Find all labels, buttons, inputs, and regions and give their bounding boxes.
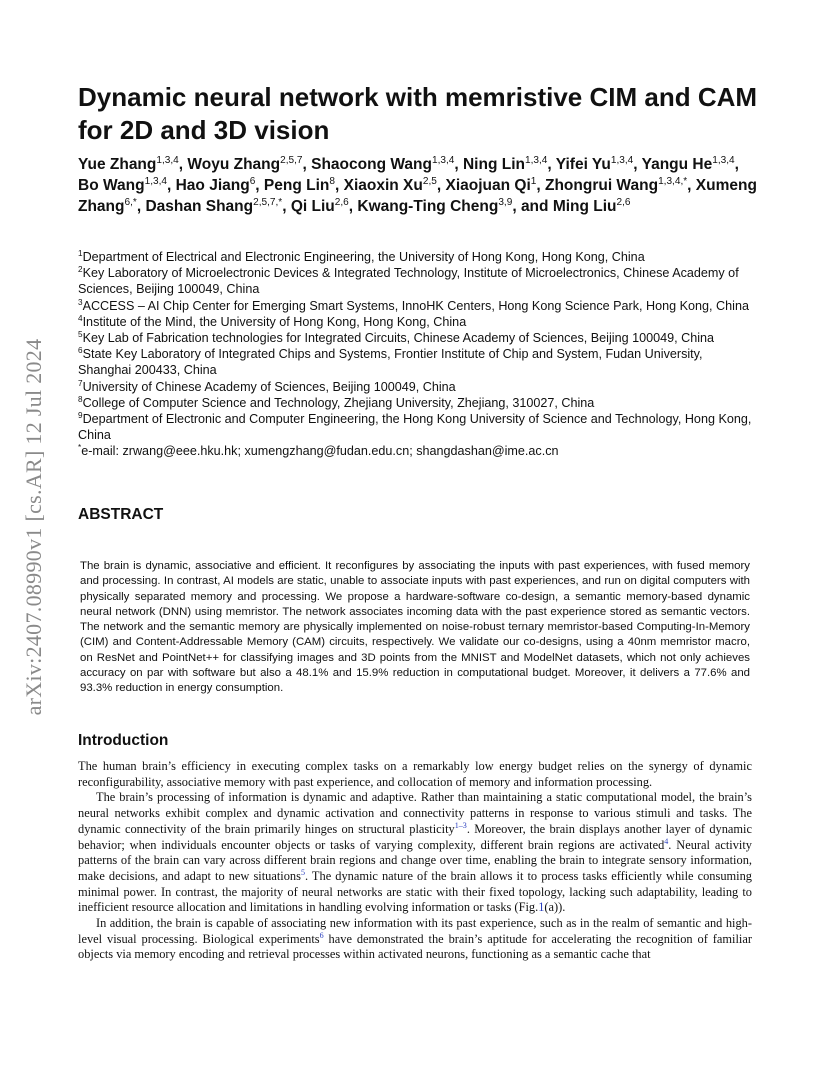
author-affiliation-marker: 2,5,7,* — [253, 196, 283, 208]
affiliation-number: 9 — [78, 410, 83, 420]
author-affiliation-marker: 1,3,4 — [610, 154, 634, 166]
abstract-heading: ABSTRACT — [78, 506, 164, 523]
author-list-and: and — [520, 198, 549, 215]
affiliation-item — [78, 411, 758, 443]
affiliation-number: 8 — [78, 394, 83, 404]
intro-p2-text-a: The brain’s processing of information is dynamic and adaptive. Rather than maintaining a static computational model, the brain’s neural networks exhibit complex and dynamic activation and connectivity patterns in response to various stimuli and tasks. The dynamic connectivity of the brain primarily hinges on structural plasticity — [78, 790, 752, 836]
affiliation-list — [78, 249, 758, 460]
author-name: Zhongrui Wang — [544, 177, 659, 194]
affiliation-text: University of Chinese Academy of Sciences, Beijing 100049, China — [82, 379, 456, 394]
affiliation-text: Department of Electrical and Electronic Engineering, the University of Hong Kong, Hong Kong, China — [82, 250, 645, 264]
author-affiliation-marker: 2,5,7 — [280, 154, 303, 166]
intro-p3-text-b: have demonstrated the brain’s aptitude for accelerating the recognition of familiar objects via memory encoding and retrieval processes within activated neurons, functioning as a semantic cache that — [78, 931, 752, 962]
affiliation-text: State Key Laboratory of Integrated Chips and Systems, Frontier Institute of Chip and System, Fudan University, Shanghai 200433, China — [78, 347, 703, 378]
author-affiliation-marker: 1,3,4 — [144, 175, 167, 187]
author-name: Xiaoxin Xu — [343, 177, 423, 194]
author-affiliation-marker: 2,6 — [334, 196, 349, 208]
author-affiliation-marker: 1,3,4,* — [658, 175, 688, 187]
author-name: Yue Zhang — [78, 156, 157, 173]
author-name: Bo Wang — [78, 177, 145, 194]
author-affiliation-marker: 1,3,4 — [156, 154, 179, 166]
author-name: Hao Jiang — [175, 177, 250, 194]
intro-paragraph-1: The human brain’s efficiency in executing complex tasks on a remarkably low energy budget relies on the synergy of dynamic reconfigurability, associative memory with past experience, and collocation of memory and information processing. — [78, 759, 752, 789]
paper-title: Dynamic neural network with memristive CIM and CAM for 2D and 3D vision — [78, 82, 758, 145]
affiliation-number: 7 — [78, 378, 83, 388]
intro-paragraph-2 — [78, 790, 752, 916]
author-affiliation-marker: 3,9 — [498, 196, 513, 208]
author-name: Dashan Shang — [145, 198, 254, 215]
affiliation-number: 1 — [78, 248, 83, 258]
author-affiliation-marker: 6,* — [124, 196, 137, 208]
affiliation-number: 3 — [78, 297, 83, 307]
affiliation-number: 5 — [78, 329, 83, 339]
affiliation-number: 2 — [78, 265, 83, 275]
intro-p2-text-e: (a)). — [544, 900, 566, 915]
affiliation-item — [78, 346, 758, 378]
introduction-heading: Introduction — [78, 732, 169, 749]
intro-p2-text-c: . Neural activity patterns of the brain can vary across different brain regions and change over time, enabling the brain to integrate sensory information, make decisions, and adapt to new situations — [78, 837, 752, 883]
affiliation-item — [78, 265, 758, 297]
author-affiliation-marker: 6 — [249, 175, 256, 187]
author-name: Xumeng Zhang — [78, 177, 757, 215]
citation-link[interactable]: 1–3 — [454, 820, 467, 830]
affiliation-text: Institute of the Mind, the University of Hong Kong, Hong Kong, China — [82, 314, 467, 329]
affiliation-item — [78, 443, 758, 459]
intro-p2-text-d: . The dynamic nature of the brain allows it to process tasks efficiently while consuming minimal power. In contrast, the majority of neural networks are static with their fixed topology, lacking such adaptability, leading to inefficient resource allocation and limitations in handling evolving information or tasks (Fig. — [78, 868, 752, 915]
citation-link[interactable]: 6 — [319, 930, 324, 940]
figure-link[interactable]: 1 — [538, 900, 545, 915]
affiliation-item — [78, 379, 758, 395]
affiliation-text: Department of Electronic and Computer Engineering, the Hong Kong University of Science and Technology, Hong Kong, China — [78, 412, 752, 443]
abstract-body: The brain is dynamic, associative and efficient. It reconfigures by associating the inputs with past experiences, with fused memory and processing. In contrast, AI models are static, unable to associate inputs with past experiences, and run on digital computers with physically separated memory and processing. We propose a hardware-software co-design, a semantic memory-based dynamic neural network (DNN) using memristor. The network associates incoming data with the past experience stored as semantic vectors. The network and the semantic memory are physically implemented on noise-robust ternary memristor-based Computing-In-Memory (CIM) and Content-Addressable Memory (CAM) circuits, respectively. We validate our co-designs, using a 40nm memristor macro, on ResNet and PointNet++ for classifying images and 3D points from the MNIST and ModelNet datasets, which not only achieves accuracy on par with software but also a 48.1% and 15.9% reduction in computational budget. Moreover, it delivers a 77.6% and 93.3% reduction in energy consumption. — [80, 560, 750, 695]
author-affiliation-marker: 1,3,4 — [712, 154, 735, 166]
intro-paragraph-3 — [78, 916, 752, 963]
affiliation-item — [78, 330, 758, 346]
author-name: Kwang-Ting Cheng — [357, 198, 499, 215]
affiliation-number: 6 — [78, 346, 83, 356]
author-affiliation-marker: 2,5 — [422, 175, 437, 187]
author-name: Woyu Zhang — [187, 156, 281, 173]
arxiv-side-stamp: arXiv:2407.08990v1 [cs.AR] 12 Jul 2024 — [21, 338, 46, 716]
author-name: Ming Liu — [552, 198, 617, 215]
author-name: Ning Lin — [462, 156, 525, 173]
affiliation-text: e-mail: zrwang@eee.hku.hk; xumengzhang@fudan.edu.cn; shangdashan@ime.ac.cn — [81, 444, 559, 459]
author-affiliation-marker: 2,6 — [616, 196, 631, 208]
introduction-body — [78, 759, 752, 963]
intro-p2-text-b: . Moreover, the brain displays another layer of dynamic behavior; when individuals encounter objects or tasks of varying complexity, different brain regions are activated — [78, 821, 752, 852]
author-affiliation-marker: 1,3,4 — [431, 154, 455, 166]
author-name: Xiaojuan Qi — [445, 177, 531, 194]
intro-p3-text-a: In addition, the brain is capable of associating new information with its past experience, such as in the realm of semantic and high-level visual processing. Biological experiments — [78, 916, 752, 946]
affiliation-item — [78, 249, 758, 265]
affiliation-number: 4 — [78, 313, 83, 323]
affiliation-text: Key Lab of Fabrication technologies for Integrated Circuits, Chinese Academy of Sciences, Beijing 100049, China — [82, 331, 715, 346]
author-affiliation-marker: 8 — [329, 175, 335, 187]
affiliation-item — [78, 314, 758, 330]
affiliation-item — [78, 298, 758, 314]
author-name: Qi Liu — [290, 198, 335, 215]
author-affiliation-marker: 1,3,4 — [524, 154, 548, 166]
author-name: Yangu He — [641, 156, 713, 173]
author-name: Shaocong Wang — [311, 156, 432, 173]
affiliation-text: Key Laboratory of Microelectronic Devices & Integrated Technology, Institute of Microelectronics, Chinese Academy of Sciences, Beijing 100049, China — [78, 266, 739, 297]
citation-link[interactable]: 4 — [664, 836, 669, 846]
author-name: Yifei Yu — [555, 156, 611, 173]
affiliation-item — [78, 395, 758, 411]
affiliation-text: ACCESS – AI Chip Center for Emerging Smart Systems, InnoHK Centers, Hong Kong Science Park, Hong Kong, China — [82, 298, 749, 313]
author-name: Peng Lin — [263, 177, 330, 194]
affiliation-text: College of Computer Science and Technology, Zhejiang University, Zhejiang, 310027, China — [82, 395, 595, 410]
citation-link[interactable]: 5 — [300, 867, 305, 877]
author-list: Yue Zhang$^{1,3,4}$, Woyu Zhang$^{2,5,7}$, Shaocong Wang$^{1,3,4}$, Ning Lin$^{1,3,4}$, Yifei Yu$^{1,3,4}$, Yangu He$^{1,3,4}$, Bo Wang$^{1,3,4}$, Hao Jiang$^6$, Peng Lin$^8$, Xiaoxin Xu$^{2,5}$, Xiaojuan Qi$^1$, Zhongrui Wang$^{1,3,4,*}$, Xumeng Zhang$^{6,*}$, Dashan Shang$^{2,5,7,*}$, Qi Liu$^{2,6}$, Kwang-Ting Cheng$^{3,9}$, and Ming Liu$^{2,6}$ — [78, 154, 757, 215]
affiliation-number: * — [78, 443, 82, 453]
author-affiliation-marker: 1 — [530, 175, 537, 187]
